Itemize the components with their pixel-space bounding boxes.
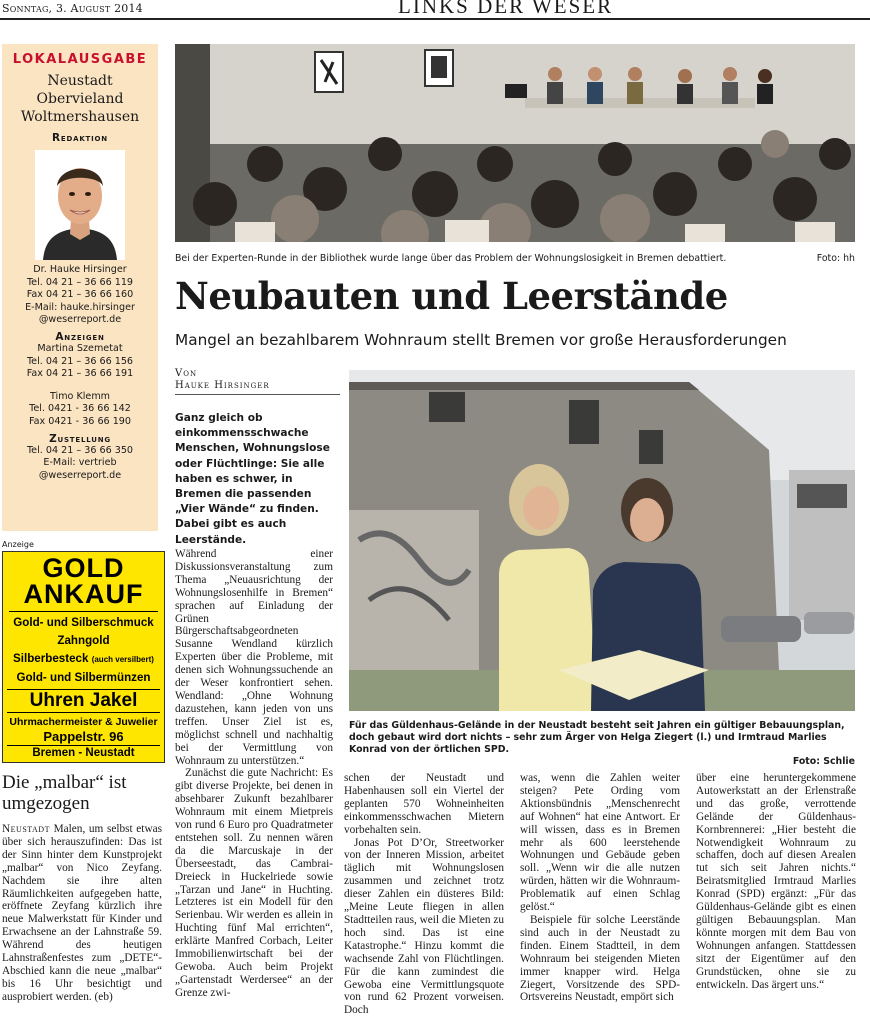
photo2-caption: Für das Güldenhaus-Gelände in der Neustadt besteht seit Jahren ein gültiger Bebauungsplan, doch gebaut wird dort nichts – sehr zum Ärger von Helga Ziegert (l.) und Irmtraud Marlies Konrad von der örtlichen SPD. xyxy=(349,720,845,755)
byline-prefix: Von xyxy=(175,368,198,379)
anzeigen-heading: Anzeigen xyxy=(55,330,105,343)
district-item: Neustadt xyxy=(47,73,113,89)
section-title: LINKS DER WESER xyxy=(398,0,614,18)
paragraph: Zunächst die gute Nachricht: Es gibt diverse Projekte, bei denen in absehbarer Zukunft bezahlbarer Wohnraum mit einem Mietpreis von rund 6 Euro pro Quadratmeter entstehen soll. Zu nennen wären da die Marcuskaje in der Überseestadt, das Cambrai-Dreieck in Huckelriede sowie „Tarzan und Jane“ in Huchting. Letzteres ist ein Modell für den Serienbau. Wir werden es allein in Huchting fünf Mal errichten“, erklärte Manfred Corbach, Leiter Immobilienwirtschaft bei der Gewoba. Auch beim Projekt „Gartenstadt Werdersee“ an der Grenze zwi- xyxy=(175,767,333,999)
district-item: Woltmershausen xyxy=(20,109,140,125)
ad-line xyxy=(3,650,164,669)
ad-label: Anzeige xyxy=(2,540,34,549)
paragraph: Jonas Pot D’Or, Streetworker von der Inneren Mission, arbeitet täglich mit Wohnungslosen zusammen und zeichnet trotz dieser Zahlen ein düsteres Bild: „Meine Leute fliegen in allen Stadtteilen raus, weil die Mieten zu hoch sind. Das ist eine Katastrophe.“ Hinzu kommt die wachsende Zahl von Flüchtlingen. Für die kann zumindest die Gewoba eine Vermittlungsquote von rund 62 Prozent vorweisen. Doch xyxy=(344,836,504,1017)
photo1-caption: Bei der Experten-Runde in der Bibliothek wurde lange über das Problem der Wohnungslosigkeit in Bremen debattiert. xyxy=(175,253,727,264)
paragraph: Beispiele für solche Leerstände sind auch in der Neustadt zu finden. Einem Stadtteil, in dem Wohnraum bei steigenden Mieten immer knapper wird. Helga Ziegert, Vorsitzende des SPD-Ortsvereins Neustadt, empört sich xyxy=(520,913,680,1004)
ad-line: Gold- und Silbermünzen xyxy=(16,671,151,684)
issue-date: Sonntag, 3. August 2014 xyxy=(2,2,143,15)
editor-portrait xyxy=(35,150,125,260)
photo1-credit: Foto: hh xyxy=(816,253,855,264)
delivery-tel: Tel. 04 21 – 36 66 350 xyxy=(26,444,134,456)
redaktion-heading: Redaktion xyxy=(52,132,108,144)
paragraph: was, wenn die Zahlen weiter steigen? Pete Ording vom Aktionsbündnis „Menschenrecht auf Wohnen“ hat eine Antwort. Er will wissen, dass es in Bremen mehr als 600 leerstehende Wohnungen und Gebäude geben soll. „Wenn wir die alle nutzen würden, hätten wir die Wohnraum-Problematik auf einen Schlag gelöst.“ xyxy=(520,772,680,914)
article-headline: Neubauten und Leerstände xyxy=(175,274,728,318)
byline-author: Hauke Hirsinger xyxy=(175,380,270,391)
ads-contact2-tel: Tel. 0421 - 36 66 142 xyxy=(29,403,131,415)
contact-sidebar xyxy=(2,44,158,531)
ads-contact2-name: Timo Klemm xyxy=(49,390,111,402)
article-column-2 xyxy=(344,772,504,1017)
ads-contact-name: Martina Szemetat xyxy=(37,342,123,354)
ad-line: Uhrmachermeister & Juwelier xyxy=(9,716,158,728)
district-item: Obervieland xyxy=(36,91,124,107)
malbar-dateline: Neustadt xyxy=(2,823,50,835)
article-subheadline: Mangel an bezahlbarem Wohnraum stellt Bremen vor große Herausforderungen xyxy=(175,331,787,349)
photo2-credit: Foto: Schlie xyxy=(792,756,855,767)
paragraph: schen der Neustadt und Habenhausen soll ein Viertel der geplanten 570 Wohneinheiten einkommensschwachen Mietern vorbehalten sein. xyxy=(344,772,504,836)
ad-shop-name: Uhren Jakel xyxy=(7,689,160,713)
gueldenhaus-site-photo xyxy=(349,370,855,711)
ad-title-ankauf: ANKAUF xyxy=(23,579,144,609)
ad-street: Pappelstr. 96 xyxy=(43,729,124,744)
delivery-email[interactable]: E-Mail: vertrieb xyxy=(43,457,117,469)
ad-line: Gold- und Silberschmuck xyxy=(13,616,154,629)
paragraph: Während einer Diskussionsveranstaltung zum Thema „Neuausrichtung der Wohnungslosenhilfe in Bremen“ sprachen auf Einladung der Grünen Bürgerschaftsabgeordneten Susanne Wendland kürzlich Experten über die Probleme, mit denen sich Wohnungssuchende an der Weser konfrontiert sehen. Wendland: „Ohne Wohnung dazustehen, kann jeden von uns treffen. Unser Ziel ist es, möglichst schnell und nachhaltig bei der Vermittlung von Wohnraum zu unterstützen.“ xyxy=(175,548,333,767)
ad-line-note: (auch versilbert) xyxy=(91,655,154,664)
sidebar-title: LOKALAUSGABE xyxy=(12,52,148,67)
editor-email[interactable]: E-Mail: hauke.hirsinger xyxy=(25,301,135,313)
ads-contact2-fax: Fax 0421 - 36 66 190 xyxy=(28,415,132,427)
ads-contact-tel: Tel. 04 21 – 36 66 156 xyxy=(26,355,134,367)
zustellung-heading: Zustellung xyxy=(49,432,111,445)
editor-email-domain[interactable]: @weserreport.de xyxy=(38,314,122,326)
photo2-caption-box xyxy=(349,720,855,768)
paragraph: über eine heruntergekommene Autowerkstatt an der Erlenstraße und das große, verrottende Gelände der Güldenhaus-Kornbrennerei: „Hier besteht die Notwendigkeit Wohnraum zu schaffen, doch auf diesen Arealen tut sich seit Jahren nichts.“ Beiratsmitglied Irmtraud Marlies Konrad (SPD) ergänzt: „Für das Güldenhaus-Gelände gibt es einen gültigen Bebauungsplan. Man könnte morgen mit dem Bau von Wohnungen anfangen. Stattdessen sitzt der Eigentümer auf den Grundstücken, ohne sie zu entwickeln. Das ärgert uns.“ xyxy=(696,772,856,991)
editor-fax: Fax 04 21 – 36 66 160 xyxy=(26,289,134,301)
delivery-email-domain[interactable]: @weserreport.de xyxy=(38,469,122,481)
ads-contact-fax: Fax 04 21 – 36 66 191 xyxy=(26,368,134,380)
malbar-headline: Die „malbar“ ist umgezogen xyxy=(2,772,127,814)
gold-ankauf-advertisement[interactable] xyxy=(2,551,165,763)
photo1-caption-box xyxy=(175,253,855,264)
ad-city: Bremen - Neustadt xyxy=(7,745,160,760)
ad-title-gold: GOLD xyxy=(42,553,125,583)
article-column-1 xyxy=(175,548,333,1000)
article-column-3 xyxy=(520,772,680,1004)
ad-line: Zahngold xyxy=(57,634,110,647)
article-teaser: Ganz gleich ob einkommensschwache Menschen, Wohnungslose oder Flüchtlinge: Sie alle haben es schwer, in Bremen die passenden „Vier Wände“ zu finden. Dabei gibt es auch Leerstände. xyxy=(175,412,330,546)
article-column-4 xyxy=(696,772,856,991)
ad-line-text: Silberbesteck xyxy=(13,652,89,665)
panel-discussion-photo xyxy=(175,44,855,242)
editor-photo xyxy=(35,150,125,260)
malbar-body: Malen, um selbst etwas über sich herauszufinden: Das ist der Sinn hinter dem Kunstprojekt „malbar“ von Nico Zeyfang. Nachdem sie ihre alten Räumlichkeiten aufgegeben hatte, eröffnete Zeyfang kürzlich ihre neue Malwerkstatt für Kinder und Erwachsene an der Lahnstraße 59. Während des heutigen Lahnstraßenfestes zum „DETE“-Abschied kann die neue „malbar“ bis 16 Uhr besichtigt und ausprobiert werden. (eb) xyxy=(2,823,163,1003)
district-list xyxy=(2,72,158,126)
byline xyxy=(175,368,340,395)
malbar-story xyxy=(2,823,162,1004)
editor-name: Dr. Hauke Hirsinger xyxy=(33,264,127,275)
header-divider xyxy=(0,18,870,20)
editor-tel: Tel. 04 21 – 36 66 119 xyxy=(26,276,134,288)
